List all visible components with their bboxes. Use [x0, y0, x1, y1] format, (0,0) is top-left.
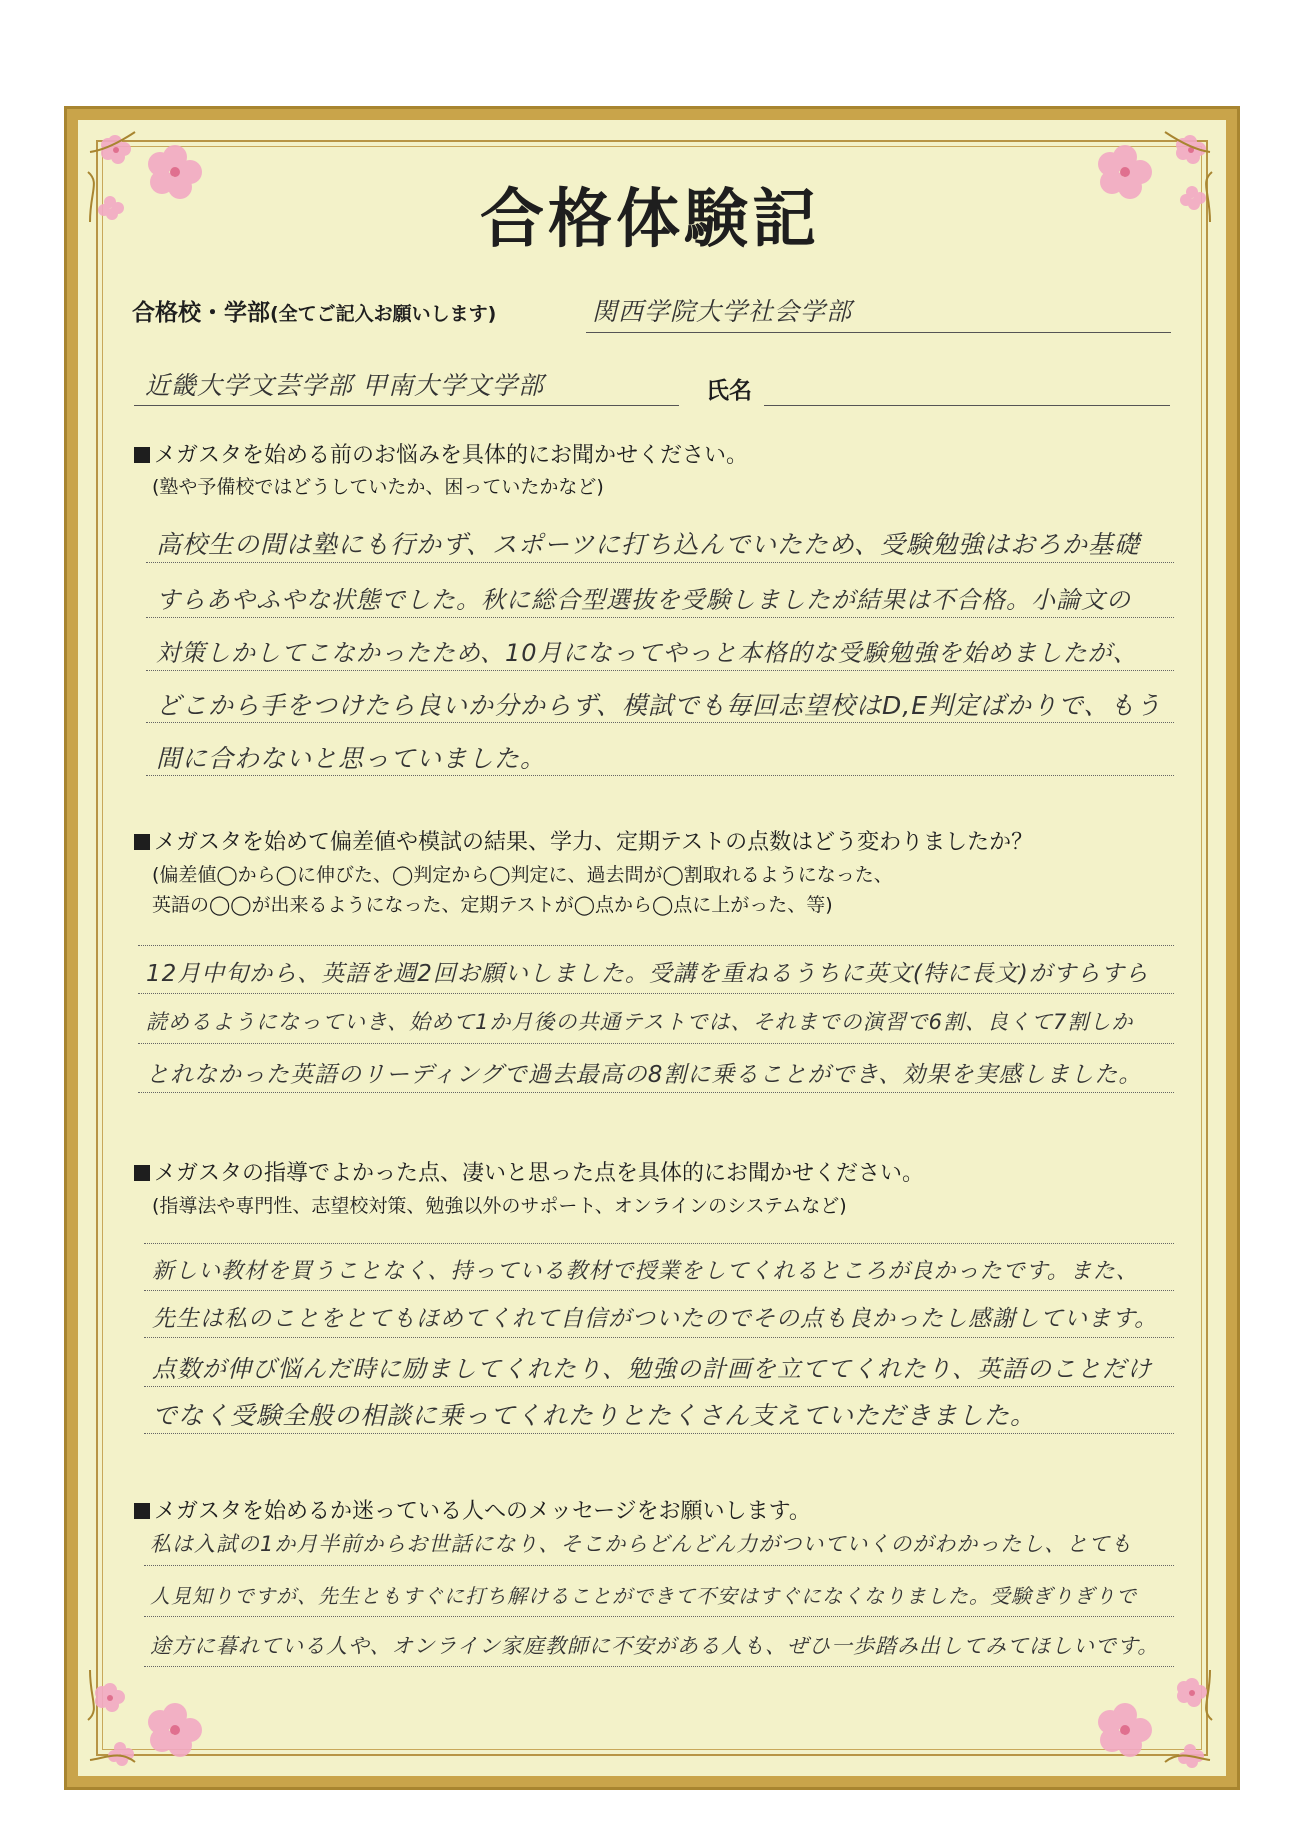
section2-note: (偏差値◯から◯に伸びた、◯判定から◯判定に、過去問が◯割取れるようになった、 [152, 864, 893, 886]
school-label [132, 294, 496, 327]
section3-rule [144, 1290, 1174, 1291]
school-line2-underline [134, 405, 679, 406]
section1-answer-line: 間に合わないと思っていました。 [156, 744, 547, 773]
section3-rule [144, 1433, 1174, 1434]
section1-rule [146, 562, 1174, 563]
section3-rule [144, 1386, 1174, 1387]
school-label-text: 合格校・学部 [132, 300, 270, 326]
section3-question [134, 1156, 924, 1187]
section1-question [134, 438, 748, 469]
section3-question-text: メガスタの指導でよかった点、凄いと思った点を具体的にお聞かせください。 [154, 1161, 925, 1186]
section3-answer-line: 点数が伸び悩んだ時に励ましてくれたり、勉強の計画を立ててくれたり、英語のことだけ [152, 1355, 1152, 1383]
section1-note: (塾や予備校ではどうしていたか、困っていたかなど) [152, 476, 604, 498]
section4-question [134, 1494, 811, 1525]
page-title: 合格体験記 [480, 182, 820, 257]
section3-answer-line: 新しい教材を買うことなく、持っている教材で授業をしてくれるところが良かったです。また、 [152, 1259, 1139, 1284]
section2-rule [138, 945, 1174, 946]
section1-rule [146, 670, 1174, 671]
section3-note: (指導法や専門性、志望校対策、勉強以外のサポート、オンラインのシステムなど) [152, 1195, 847, 1217]
section2-answer-line: とれなかった英語のリーディングで過去最高の8割に乗ることができ、効果を実感しました。 [146, 1062, 1143, 1088]
section4-answer-line: 途方に暮れている人や、オンライン家庭教師に不安がある人も、ぜひ一歩踏み出してみてほしいです。 [150, 1634, 1160, 1658]
section1-rule [146, 775, 1174, 776]
school-line2-value: 近畿大学文芸学部 甲南大学文学部 [145, 371, 544, 400]
section4-answer-line: 私は入試の1か月半前からお世話になり、そこからどんどん力がついていくのがわかったし、とても [150, 1532, 1133, 1556]
section2-note: 英語の◯◯が出来るようになった、定期テストが◯点から◯点に上がった、等) [152, 894, 833, 916]
section2-question-text: メガスタを始めて偏差値や模試の結果、学力、定期テストの点数はどう変わりましたか？ [154, 830, 1034, 855]
section4-rule [144, 1666, 1174, 1667]
section2-rule [138, 993, 1174, 994]
section1-rule [146, 617, 1174, 618]
section4-rule [144, 1616, 1174, 1617]
bullet-square-icon [134, 834, 150, 850]
section3-answer-line: でなく受験全般の相談に乗ってくれたりとたくさん支えていただきました。 [152, 1401, 1037, 1430]
section2-question [134, 825, 1033, 856]
school-label-note: (全てご記入お願いします) [270, 303, 497, 325]
section1-answer-line: 対策しかしてこなかったため、10月になってやっと本格的な受験勉強を始めましたが、 [156, 639, 1138, 667]
section2-rule [138, 1092, 1174, 1093]
section2-rule [138, 1043, 1174, 1044]
section4-answer-line: 人見知りですが、先生ともすぐに打ち解けることができて不安はすぐになくなりました。受験ぎりぎりで [150, 1584, 1137, 1608]
name-label: 氏名 [706, 378, 752, 404]
section1-answer-line: すらあやふやな状態でした。秋に総合型選抜を受験しましたが結果は不合格。小論文の [156, 586, 1131, 614]
school-line1-underline [586, 332, 1171, 333]
bullet-square-icon [134, 1165, 150, 1181]
name-underline [764, 405, 1170, 406]
bullet-square-icon [134, 1503, 150, 1519]
section1-answer-line: 高校生の間は塾にも行かず、スポーツに打ち込んでいたため、受験勉強はおろか基礎 [156, 530, 1141, 559]
section2-answer-line: 12月中旬から、英語を週2回お願いしました。受講を重ねるうちに英文(特に長文)がすらすら [146, 961, 1149, 987]
school-line1-value: 関西学院大学社会学部 [592, 297, 853, 326]
section3-rule [144, 1243, 1174, 1244]
section1-rule [146, 722, 1174, 723]
section4-rule [144, 1565, 1174, 1566]
section1-answer-line: どこから手をつけたら良いか分からず、模試でも毎回志望校はD,E判定ばかりで、もう [156, 691, 1162, 720]
section3-answer-line: 先生は私のことをとてもほめてくれて自信がついたのでその点も良かったし感謝しています。 [152, 1306, 1159, 1332]
section3-rule [144, 1337, 1174, 1338]
section2-answer-line: 読めるようになっていき、始めて1か月後の共通テストでは、それまでの演習で6割、良くて7割しか [146, 1010, 1134, 1034]
section1-question-text: メガスタを始める前のお悩みを具体的にお聞かせください。 [154, 443, 749, 468]
bullet-square-icon [134, 447, 150, 463]
section4-question-text: メガスタを始めるか迷っている人へのメッセージをお願いします。 [154, 1499, 811, 1524]
